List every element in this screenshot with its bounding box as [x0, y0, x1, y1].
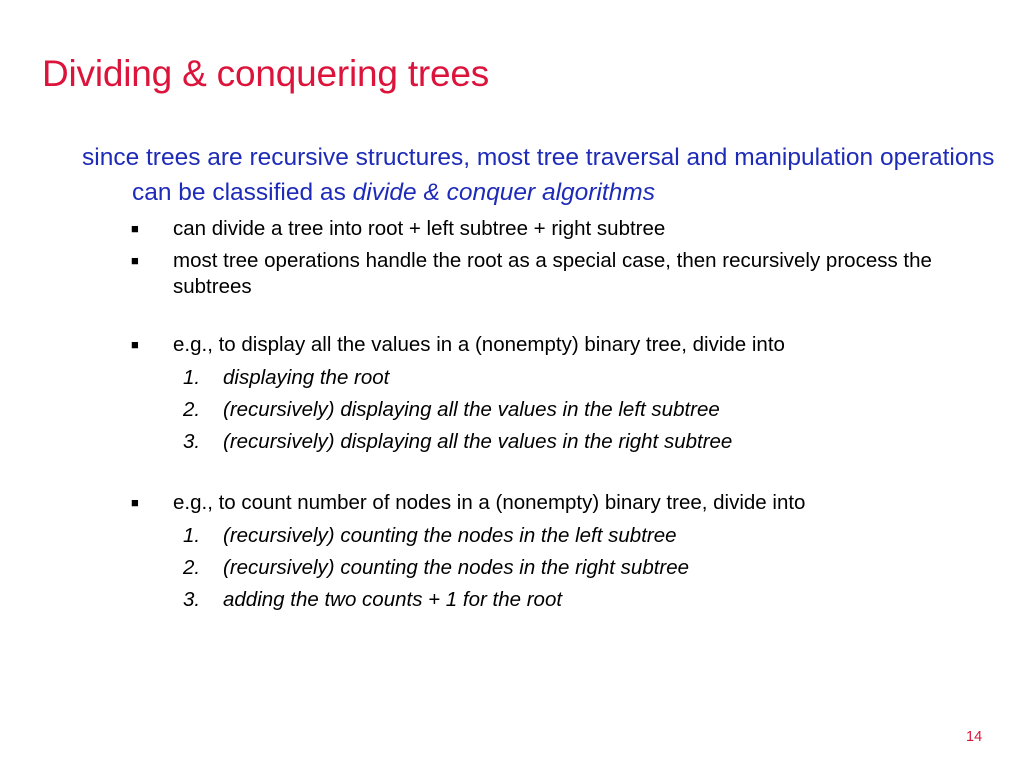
step-item — [173, 584, 971, 616]
square-bullet-icon: ■ — [131, 337, 139, 352]
step-text: (recursively) displaying all the values in the right subtree — [223, 430, 733, 453]
page-number: 14 — [966, 729, 983, 745]
bullet-text: e.g., to count number of nodes in a (nonempty) binary tree, divide into — [173, 491, 806, 514]
step-text: (recursively) counting the nodes in the left subtree — [223, 524, 677, 547]
slide-title: Dividing & conquering trees — [42, 53, 490, 94]
step-text: adding the two counts + 1 for the root — [223, 588, 563, 611]
step-item — [173, 426, 971, 458]
intro-emphasis: divide & conquer algorithms — [352, 179, 655, 206]
step-number: 3. — [183, 430, 201, 453]
bullet-item — [131, 490, 971, 616]
step-number: 1. — [183, 366, 201, 389]
step-number: 3. — [183, 588, 201, 611]
bullet-item — [131, 216, 971, 242]
step-number: 2. — [183, 556, 201, 579]
step-text: (recursively) displaying all the values in the left subtree — [223, 398, 720, 421]
step-item — [173, 552, 971, 584]
square-bullet-icon: ■ — [131, 495, 139, 510]
bullet-text: most tree operations handle the root as a special case, then recursively process the subtrees — [173, 249, 932, 298]
step-number: 1. — [183, 524, 201, 547]
step-item — [173, 394, 971, 426]
display-steps-list — [173, 362, 971, 458]
bullet-list — [131, 216, 971, 616]
bullet-text: can divide a tree into root + left subtree + right subtree — [173, 217, 666, 240]
step-item — [173, 520, 971, 552]
step-text: displaying the root — [223, 366, 390, 389]
square-bullet-icon: ■ — [131, 221, 139, 236]
bullet-item — [131, 248, 971, 300]
step-item — [173, 362, 971, 394]
intro-paragraph — [82, 140, 1022, 210]
bullet-text: e.g., to display all the values in a (nonempty) binary tree, divide into — [173, 333, 785, 356]
count-steps-list — [173, 520, 971, 616]
bullet-item — [131, 332, 971, 458]
step-text: (recursively) counting the nodes in the right subtree — [223, 556, 690, 579]
step-number: 2. — [183, 398, 201, 421]
square-bullet-icon: ■ — [131, 253, 139, 268]
intro-text: since trees are recursive structures, most tree traversal and manipulation operations can be classified as — [82, 144, 995, 206]
